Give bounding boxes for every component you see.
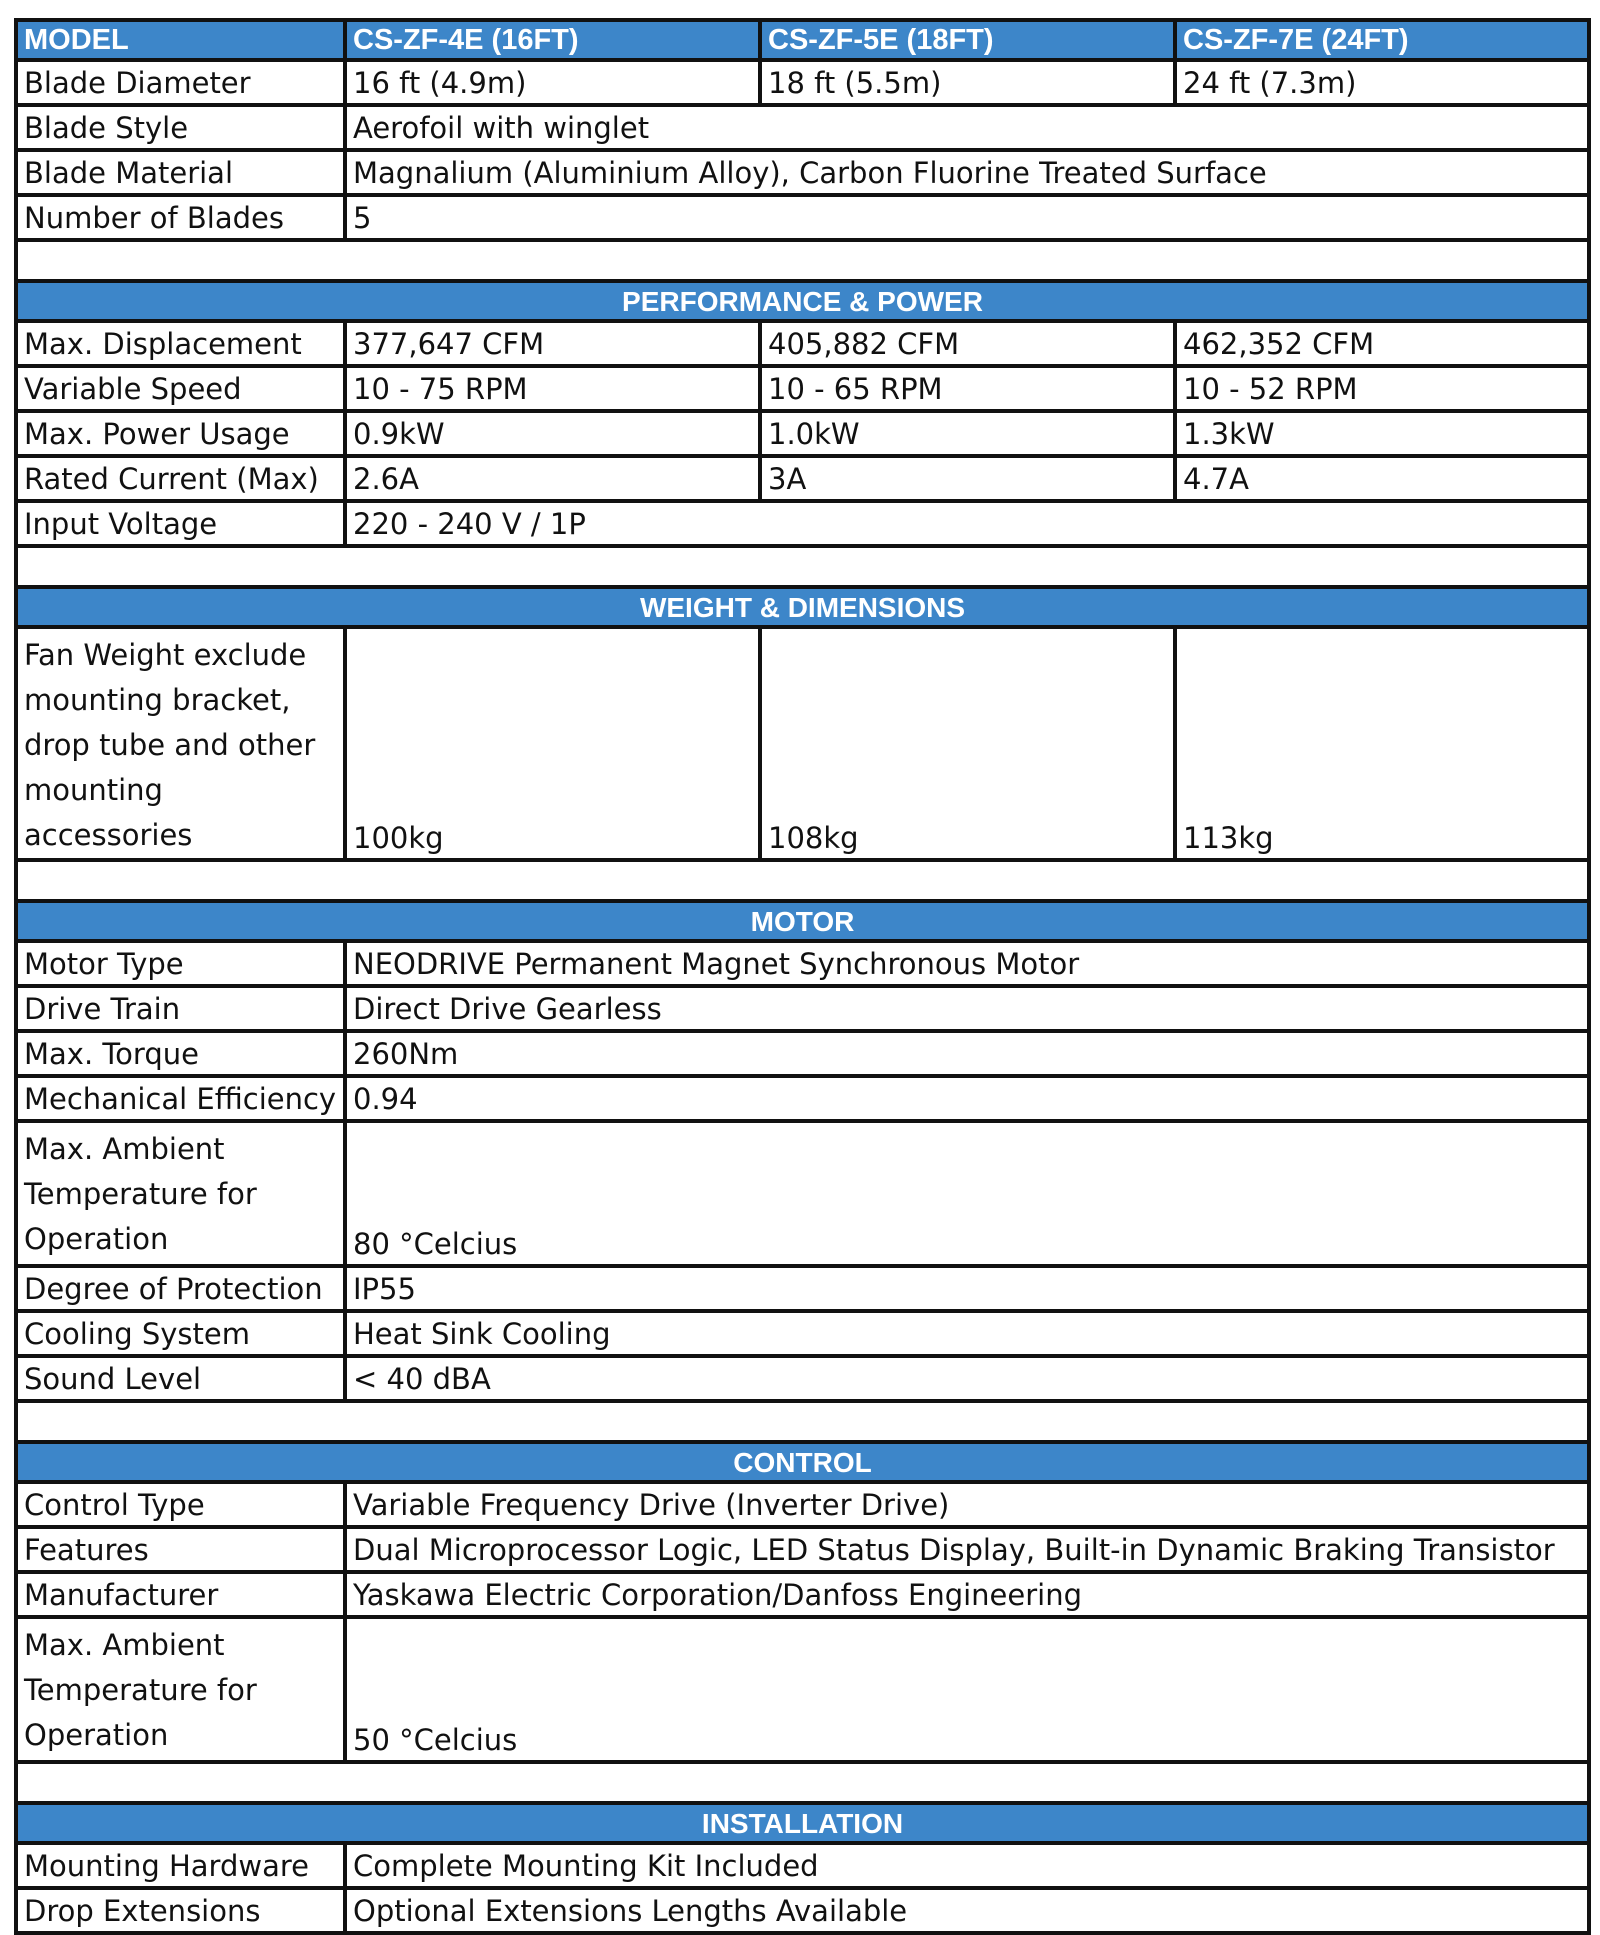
row-value: Dual Microprocessor Logic, LED Status Display, Built-in Dynamic Braking Transistor [345,1527,1589,1572]
row-value: Variable Frequency Drive (Inverter Drive) [345,1482,1589,1527]
table-row [16,1311,1589,1356]
row-label: Max. Ambient Temperature for Operation [16,1121,345,1266]
table-row [16,1843,1589,1888]
row-value: Direct Drive Gearless [345,986,1589,1031]
row-label: Max. Ambient Temperature for Operation [16,1617,345,1762]
table-row [16,366,1589,411]
table-row [16,941,1589,986]
row-label: Max. Displacement [16,321,345,366]
row-value: 405,882 CFM [760,321,1175,366]
row-value: 3A [760,456,1175,501]
table-row [16,501,1589,546]
row-label: Max. Power Usage [16,411,345,456]
row-value: 108kg [760,627,1175,860]
row-label: Manufacturer [16,1572,345,1617]
table-row [16,105,1589,150]
row-value: 5 [345,195,1589,240]
spacer-cell [16,860,1589,901]
spacer-row [16,240,1589,281]
row-value: 377,647 CFM [345,321,760,366]
row-value: 24 ft (7.3m) [1175,60,1589,105]
row-label: Sound Level [16,1356,345,1401]
spacer-row [16,1762,1589,1803]
model-name-2: CS-ZF-5E (18FT) [760,20,1175,60]
row-value: 18 ft (5.5m) [760,60,1175,105]
row-label: Fan Weight exclude mounting bracket, drop tube and other mounting accessories [16,627,345,860]
row-value: 260Nm [345,1031,1589,1076]
table-row [16,1076,1589,1121]
spec-table [14,18,1591,1935]
row-value: 2.6A [345,456,760,501]
table-row [16,1266,1589,1311]
row-label: Rated Current (Max) [16,456,345,501]
row-value: 10 - 52 RPM [1175,366,1589,411]
row-value: 0.94 [345,1076,1589,1121]
row-value: 16 ft (4.9m) [345,60,760,105]
row-value: 80 °Celcius [345,1121,1589,1266]
section-header-weight [16,587,1589,627]
row-value: Optional Extensions Lengths Available [345,1888,1589,1933]
row-value: 10 - 65 RPM [760,366,1175,411]
table-row [16,321,1589,366]
table-row [16,1031,1589,1076]
model-name-1: CS-ZF-4E (16FT) [345,20,760,60]
row-value: Magnalium (Aluminium Alloy), Carbon Fluorine Treated Surface [345,150,1589,195]
spacer-cell [16,240,1589,281]
row-value: 100kg [345,627,760,860]
row-value: Complete Mounting Kit Included [345,1843,1589,1888]
spacer-cell [16,546,1589,587]
section-header-control [16,1442,1589,1482]
spacer-row [16,860,1589,901]
table-row [16,627,1589,860]
row-value: NEODRIVE Permanent Magnet Synchronous Motor [345,941,1589,986]
section-header-performance [16,281,1589,321]
row-label: Motor Type [16,941,345,986]
table-row [16,1527,1589,1572]
model-header-row [16,20,1589,60]
row-value: 220 - 240 V / 1P [345,501,1589,546]
section-title: PERFORMANCE & POWER [16,281,1589,321]
table-row [16,150,1589,195]
section-header-motor [16,901,1589,941]
row-value: 4.7A [1175,456,1589,501]
row-label: Blade Material [16,150,345,195]
row-value: 0.9kW [345,411,760,456]
row-label: Control Type [16,1482,345,1527]
row-value: < 40 dBA [345,1356,1589,1401]
spacer-cell [16,1762,1589,1803]
row-value: 10 - 75 RPM [345,366,760,411]
table-row [16,195,1589,240]
table-row [16,456,1589,501]
row-label: Number of Blades [16,195,345,240]
row-label: Blade Style [16,105,345,150]
row-label: Cooling System [16,1311,345,1356]
spacer-cell [16,1401,1589,1442]
model-name-3: CS-ZF-7E (24FT) [1175,20,1589,60]
row-value: 1.0kW [760,411,1175,456]
row-label: Mechanical Efficiency [16,1076,345,1121]
section-title: CONTROL [16,1442,1589,1482]
table-row [16,1572,1589,1617]
row-label: Degree of Protection [16,1266,345,1311]
table-row [16,1356,1589,1401]
row-label: Features [16,1527,345,1572]
table-row [16,1888,1589,1933]
section-header-installation [16,1803,1589,1843]
table-row [16,411,1589,456]
spacer-row [16,1401,1589,1442]
row-value: 462,352 CFM [1175,321,1589,366]
table-row [16,1482,1589,1527]
spacer-row [16,546,1589,587]
row-value: 50 °Celcius [345,1617,1589,1762]
table-row [16,60,1589,105]
section-title: WEIGHT & DIMENSIONS [16,587,1589,627]
row-label: Max. Torque [16,1031,345,1076]
model-label: MODEL [16,20,345,60]
row-value: 113kg [1175,627,1589,860]
row-label: Blade Diameter [16,60,345,105]
row-value: 1.3kW [1175,411,1589,456]
section-title: INSTALLATION [16,1803,1589,1843]
row-label: Input Voltage [16,501,345,546]
row-label: Mounting Hardware [16,1843,345,1888]
table-row [16,986,1589,1031]
row-label: Drive Train [16,986,345,1031]
table-row [16,1121,1589,1266]
table-row [16,1617,1589,1762]
row-value: Heat Sink Cooling [345,1311,1589,1356]
row-value: Yaskawa Electric Corporation/Danfoss Engineering [345,1572,1589,1617]
row-label: Drop Extensions [16,1888,345,1933]
section-title: MOTOR [16,901,1589,941]
row-value: Aerofoil with winglet [345,105,1589,150]
row-label: Variable Speed [16,366,345,411]
row-value: IP55 [345,1266,1589,1311]
